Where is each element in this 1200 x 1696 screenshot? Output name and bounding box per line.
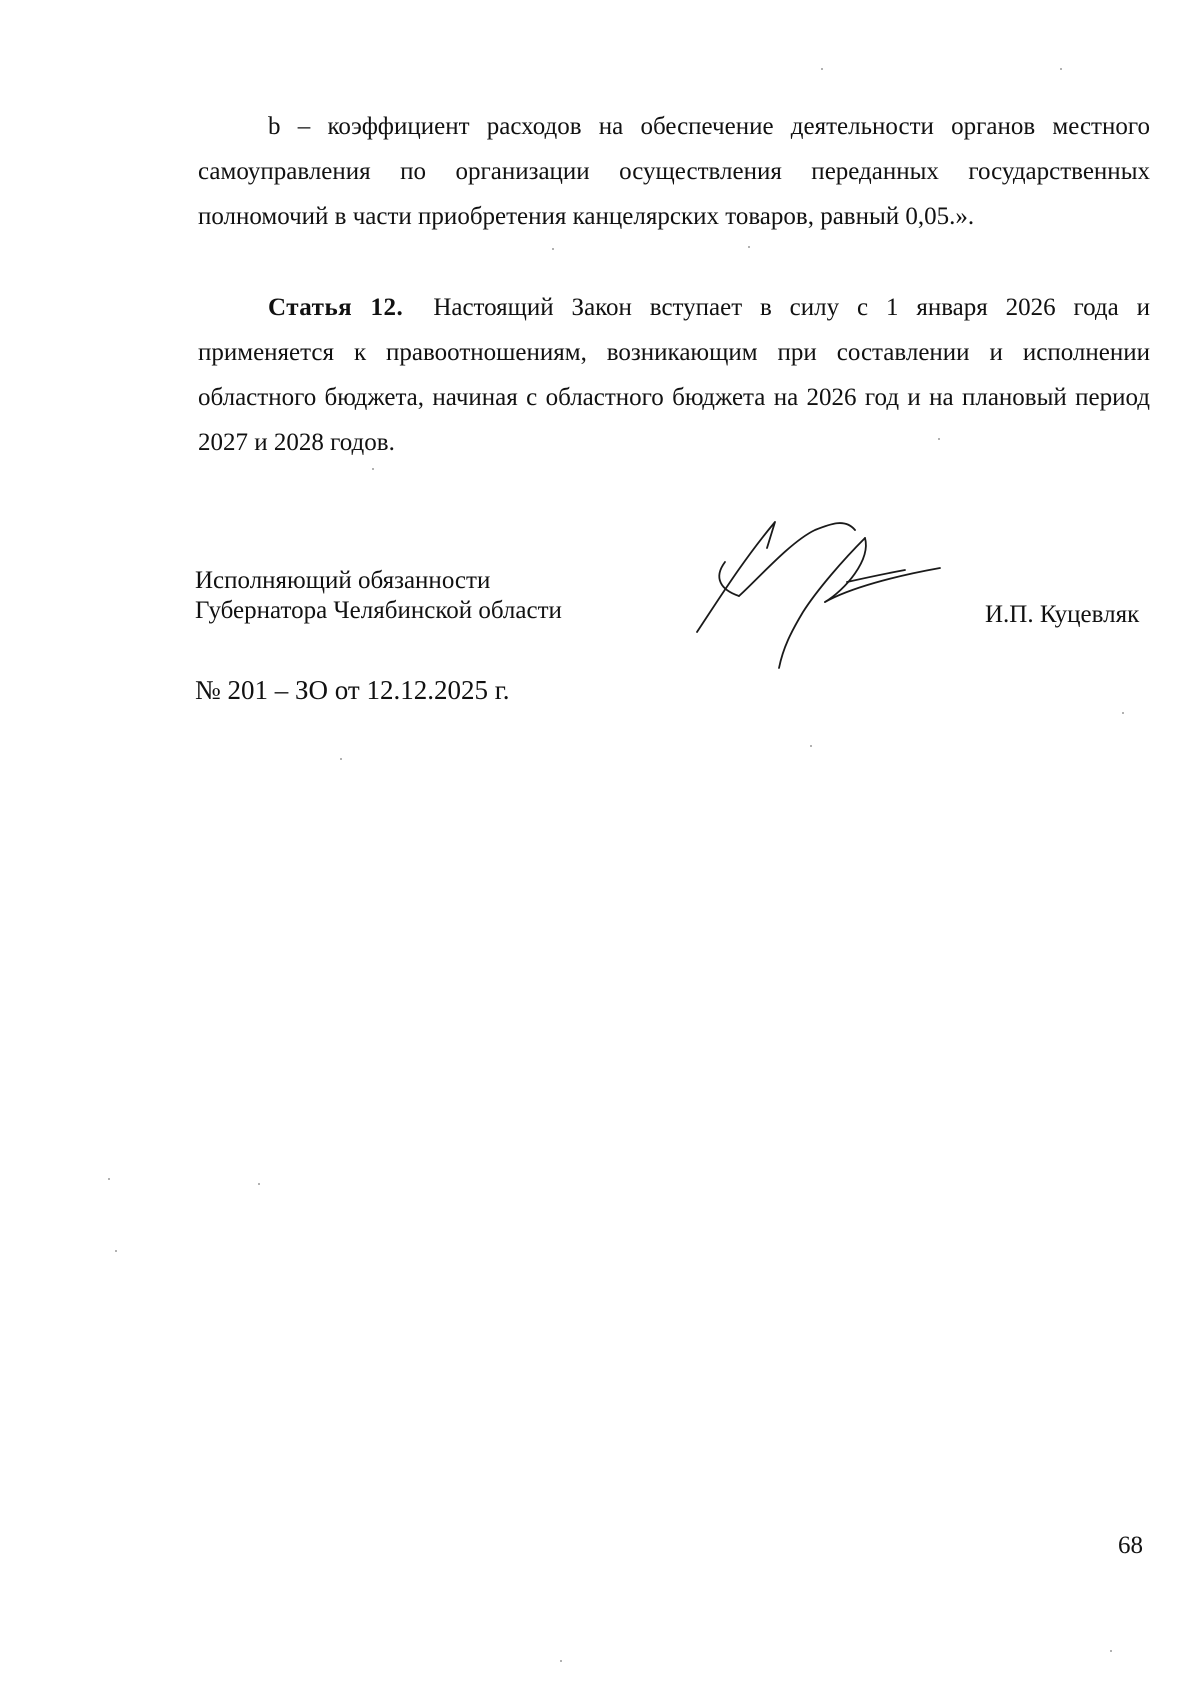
scan-speck — [1122, 712, 1124, 714]
scan-speck — [938, 438, 940, 440]
article-label: Статья 12. — [268, 294, 404, 321]
paragraph-coefficient-b — [198, 104, 1150, 239]
scan-speck — [821, 68, 823, 70]
article-text: Настоящий Закон вступает в силу с 1 января 2026 года и применяется к правоотношениям, возникающим при составлении и исполнении областного бюджета, начиная с областного бюджета на 2026 год и на плановый период 2027 и 2028 годов. — [198, 294, 1150, 456]
handwritten-signature — [695, 520, 955, 670]
scan-speck — [340, 758, 342, 760]
signatory-position-line-1: Исполняющий обязанности — [195, 567, 491, 594]
article-12-paragraph — [198, 285, 1150, 465]
signatory-name: И.П. Куцевляк — [985, 601, 1140, 628]
scan-speck — [115, 1250, 117, 1252]
page-number: 68 — [1118, 1532, 1143, 1559]
scan-speck — [372, 468, 374, 470]
law-number-and-date: № 201 – ЗО от 12.12.2025 г. — [195, 675, 510, 705]
paragraph-coefficient-b-text: b – коэффициент расходов на обеспечение деятельности органов местного самоуправления по организации осуществления переданных государственных полномочий в части приобретения канцелярских товаров, равный 0,05.». — [198, 113, 1150, 230]
scan-speck — [810, 745, 812, 747]
signatory-position-line-2: Губернатора Челябинской области — [195, 597, 562, 624]
scan-speck — [552, 248, 554, 250]
scan-speck — [258, 1183, 260, 1185]
scan-speck — [1110, 1650, 1112, 1652]
scan-speck — [108, 1178, 110, 1180]
scan-speck — [748, 246, 750, 248]
scan-speck — [560, 1660, 562, 1662]
signatory-position — [195, 566, 562, 626]
scan-speck — [1060, 68, 1062, 70]
